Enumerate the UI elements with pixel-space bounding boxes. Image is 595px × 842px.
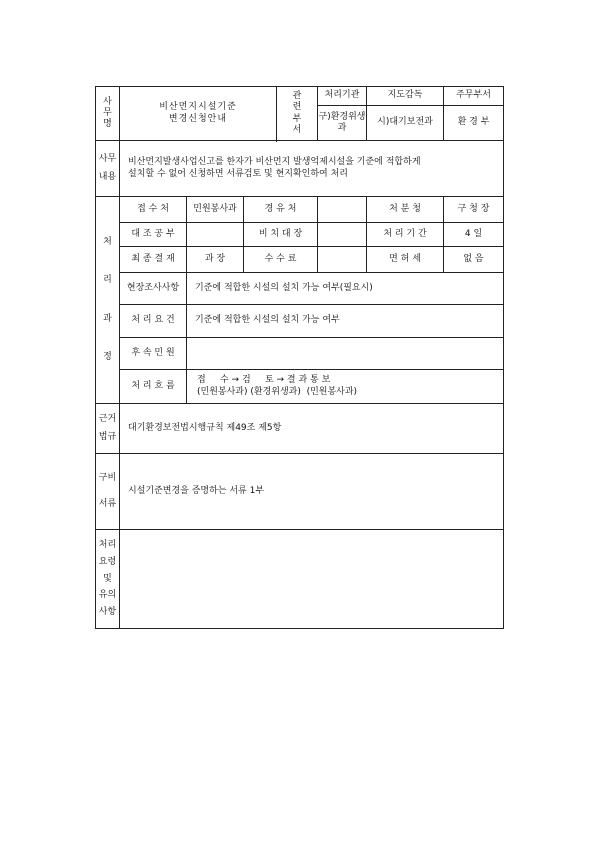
process-label: 처 리 과 정: [96, 197, 120, 404]
flow-departments: (민원봉사과) (환경위생과) (민원봉사과): [197, 386, 358, 397]
grid-r2-c4: [318, 223, 367, 247]
required-docs-label: 구비 서류: [96, 454, 120, 530]
grid-r1-c1: 접 수 처: [120, 197, 187, 223]
title-line-2: 변경신청안내: [168, 113, 228, 124]
page-title: [120, 87, 277, 141]
grid-r1-c2: 민원봉사과: [187, 197, 244, 223]
header-supervision: 지도감독: [367, 87, 444, 106]
required-docs-text: 시설기준변경을 증명하는 서류 1부: [120, 454, 504, 530]
notes-text: [120, 530, 504, 629]
notes-label: 처리 요령 및 유의 사항: [96, 530, 120, 629]
service-name-label: 사 무 명: [96, 87, 120, 141]
requirements-value: 기준에 적합한 시설의 설치 가능 여부: [187, 305, 504, 338]
related-dept-label: 관 련 부 서: [277, 87, 318, 141]
grid-r2-c3: 비 치 대 장: [244, 223, 318, 247]
grid-r1-c3: 경 유 처: [244, 197, 318, 223]
grid-r3-c3: 수 수 료: [244, 247, 318, 273]
grid-r3-c6: 없 음: [444, 247, 504, 273]
field-survey-label: 현장조사사항: [120, 273, 187, 305]
grid-r3-c2: 과 장: [187, 247, 244, 273]
grid-r3-c4: [318, 247, 367, 273]
requirements-label: 처 리 요 건: [120, 305, 187, 338]
summary-label: 사무 내용: [96, 141, 120, 197]
follow-up-value: [187, 338, 504, 370]
grid-r3-c1: 최 종 결 재: [120, 247, 187, 273]
flow-steps: 접 수 → 검 토 → 결 과 통 보: [197, 375, 331, 386]
grid-r1-c6: 구 청 장: [444, 197, 504, 223]
supervision-value: 시)대기보전과: [367, 106, 444, 141]
grid-r1-c4: [318, 197, 367, 223]
application-guide-form: [95, 86, 504, 629]
header-processing-agency: 처리기관: [318, 87, 367, 106]
summary-text: [120, 141, 504, 197]
title-line-1: 비산먼지시설기준: [159, 102, 237, 113]
process-flow: [187, 370, 504, 404]
grid-r2-c5: 처 리 기 간: [367, 223, 444, 247]
flow-label: 처 리 흐 름: [120, 370, 187, 404]
field-survey-value: 기준에 적합한 시설의 설치 가능 여부(필요시): [187, 273, 504, 305]
follow-up-label: 후 속 민 원: [120, 338, 187, 370]
grid-r2-c2: [187, 223, 244, 247]
header-lead-dept: 주무부서: [444, 87, 504, 106]
legal-basis-text: 대기환경보전법시행규칙 제49조 제5항: [120, 404, 504, 454]
grid-r3-c5: 면 허 세: [367, 247, 444, 273]
processing-agency-value: 구)환경위생과: [318, 106, 367, 141]
grid-r2-c6: 4 일: [444, 223, 504, 247]
grid-r1-c5: 처 분 청: [367, 197, 444, 223]
summary-text-line-2: 설치할 수 없어 신청하면 서류검토 및 현지확인하여 처리: [128, 168, 348, 179]
grid-r2-c1: 대 조 공 부: [120, 223, 187, 247]
summary-text-line-1: 비산먼지발생사업신고를 한자가 비산먼지 발생억제시설을 기준에 적합하게: [128, 157, 421, 168]
lead-dept-value: 환 경 부: [444, 106, 504, 141]
legal-basis-label: 근거 법규: [96, 404, 120, 454]
